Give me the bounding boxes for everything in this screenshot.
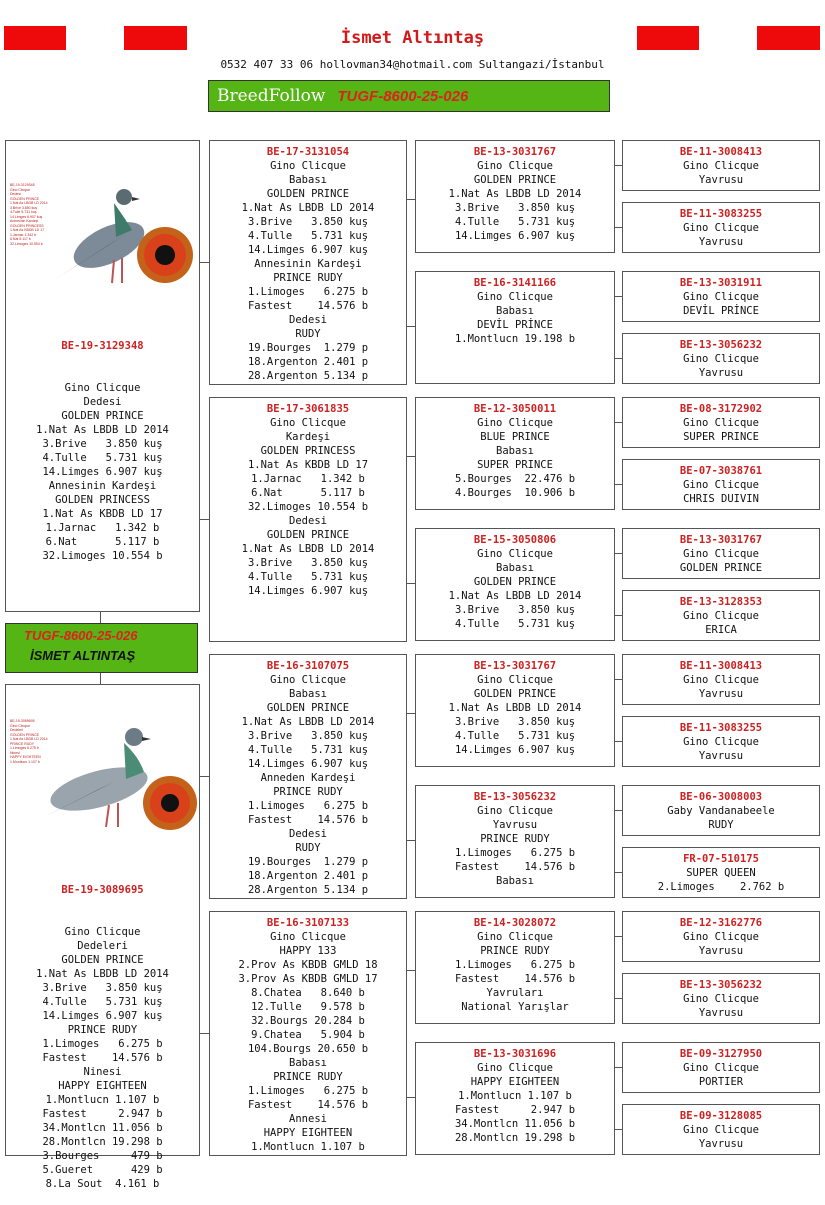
pedigree-line: 3.Brive 3.850 kuş	[247, 216, 369, 228]
pedigree-line: Gino Clicque	[477, 548, 553, 560]
ring-number: BE-11-3083255	[679, 208, 763, 220]
gen4-box	[622, 716, 820, 767]
photo-caption-line: 4.Tulle 5.731 kuş	[10, 210, 37, 214]
pedigree-line: 5.Gueret 429 b	[42, 1164, 163, 1176]
pedigree-line: Gino Clicque	[64, 382, 141, 394]
pedigree-line: Gino Clicque	[683, 479, 759, 491]
father-photo-area	[6, 169, 199, 311]
pedigree-line: 1.Nat As LBDB LD 2014	[36, 424, 169, 436]
pedigree-line: Fastest 14.576 b	[247, 1099, 369, 1111]
pedigree-line: 14.Limges 6.907 kuş	[247, 244, 369, 256]
pedigree-line: 1.Nat As KBDB LD 17	[247, 459, 369, 471]
father-box	[5, 140, 200, 612]
pedigree-line: HAPPY 133	[279, 945, 337, 957]
pedigree-line: 4.Tulle 5.731 kuş	[247, 744, 369, 756]
pedigree-line: 1.Jarnac 1.342 b	[45, 522, 160, 534]
pedigree-line: 3.Prov As KBDB GMLD 17	[238, 973, 378, 985]
gen4-box	[622, 528, 820, 579]
pedigree-line: Gino Clicque	[64, 926, 141, 938]
father-lines	[6, 381, 199, 563]
pedigree-line: RUDY	[295, 842, 321, 854]
pedigree-line: 3.Brive 3.850 kuş	[454, 604, 576, 616]
gen3-box	[415, 1042, 615, 1155]
pedigree-line: GOLDEN PRINCESS	[55, 494, 150, 506]
gen4-box	[622, 202, 820, 253]
pedigree-line: Gino Clicque	[477, 160, 553, 172]
pedigree-line: Ninesi	[83, 1066, 122, 1078]
pedigree-line: SUPER PRINCE	[477, 459, 553, 471]
connector	[407, 1097, 415, 1098]
ring-number: BE-17-3061835	[266, 403, 350, 415]
pedigree-line: Gino Clicque	[683, 736, 759, 748]
pedigree-line: Yavrusu	[698, 236, 744, 248]
photo-caption-line: Gino Clicque	[10, 723, 31, 728]
pedigree-line: BLUE PRINCE	[480, 431, 550, 443]
pedigree-line: GOLDEN PRINCE	[473, 688, 557, 700]
photo-caption-line: 1.Montlucn 1.107 b	[10, 759, 40, 764]
photo-caption-line: GOLDEN PRINCESS	[10, 223, 44, 228]
pedigree-line: 3.Brive 3.850 kuş	[42, 982, 163, 994]
ring-number: BE-12-3162776	[679, 917, 763, 929]
connector	[200, 1033, 209, 1034]
ring-number: BE-16-3141166	[473, 277, 557, 289]
pedigree-line: 3.Brive 3.850 kuş	[454, 716, 576, 728]
pedigree-line: Gino Clicque	[683, 674, 759, 686]
mother-box	[5, 684, 200, 1190]
photo-caption-line: 14.Limges 6.907 kuş	[10, 214, 43, 219]
gen3-box	[415, 528, 615, 641]
connector	[615, 810, 622, 811]
pedigree-line: 1.Nat As LBDB LD 2014	[448, 702, 582, 714]
connector	[615, 936, 622, 937]
ring-number: BE-13-3031911	[679, 277, 763, 289]
connector	[615, 227, 622, 228]
ring-number: BE-11-3083255	[679, 722, 763, 734]
father-ring: BE-19-3129348	[61, 340, 144, 352]
pedigree-line: 1.Limoges 6.275 b	[247, 800, 369, 812]
connector	[407, 713, 415, 714]
pedigree-line: GOLDEN PRINCE	[61, 954, 144, 966]
pedigree-line: Yavruları	[486, 987, 544, 999]
pedigree-line: 3.Brive 3.850 kuş	[247, 730, 369, 742]
pedigree-line: Gino Clicque	[683, 610, 759, 622]
mother-photo-area	[6, 713, 199, 855]
pedigree-line: Yavrusu	[698, 750, 744, 762]
gen4-box	[622, 590, 820, 641]
pedigree-line: GOLDEN PRINCE	[266, 702, 350, 714]
pedigree-line: Gino Clicque	[477, 417, 553, 429]
connector	[407, 199, 415, 200]
gen3-box	[415, 785, 615, 898]
pedigree-line: 5.Bourges 22.476 b	[454, 473, 576, 485]
ring-number: BE-09-3127950	[679, 1048, 763, 1060]
connector	[615, 1067, 622, 1068]
connector	[100, 612, 101, 623]
gen4-box	[622, 459, 820, 510]
pedigree-line: Yavrusu	[698, 688, 744, 700]
connector	[615, 615, 622, 616]
gen3-box	[415, 140, 615, 253]
pedigree-line: 1.Limoges 6.275 b	[247, 286, 369, 298]
pedigree-line: 32.Limoges 10.554 b	[247, 501, 369, 513]
pedigree-line: Babası	[496, 305, 534, 317]
pedigree-line: 14.Limges 6.907 kuş	[454, 744, 576, 756]
ring-number: BE-09-3128085	[679, 1110, 763, 1122]
connector	[407, 840, 415, 841]
pedigree-line: PRINCE RUDY	[480, 833, 550, 845]
photo-caption-line: 6.Nat 5.117 b	[10, 237, 31, 241]
pedigree-line: Gino Clicque	[270, 931, 346, 943]
pedigree-line: 14.Limges 6.907 kuş	[247, 585, 369, 597]
pedigree-line: 8.Chatea 8.640 b	[251, 987, 365, 999]
pedigree-line: Fastest 14.576 b	[247, 814, 369, 826]
pedigree-line: 4.Tulle 5.731 kuş	[454, 216, 576, 228]
gen4-box	[622, 847, 820, 898]
pedigree-line: 3.Brive 3.850 kuş	[42, 438, 163, 450]
pedigree-line: 1.Limoges 6.275 b	[454, 959, 576, 971]
gen3-box	[415, 654, 615, 767]
pedigree-line: 6.Nat 5.117 b	[45, 536, 160, 548]
connector	[615, 422, 622, 423]
connector	[615, 679, 622, 680]
pedigree-line: Yavrusu	[698, 367, 744, 379]
pedigree-line: 9.Chatea 5.904 b	[251, 1029, 365, 1041]
pedigree-line: Annesi	[289, 1113, 327, 1125]
ring-number: BE-16-3107075	[266, 660, 350, 672]
pedigree-line: Babası	[289, 1057, 327, 1069]
pedigree-line: HAPPY EIGHTEEN	[470, 1076, 560, 1088]
pedigree-line: 1.Nat As LBDB LD 2014	[36, 968, 169, 980]
photo-caption-line: 3.Brive 3.850 kuş	[10, 205, 38, 210]
pedigree-line: RUDY	[708, 819, 734, 831]
ring-number: BE-07-3038761	[679, 465, 763, 477]
pedigree-line: 4.Tulle 5.731 kuş	[42, 452, 163, 464]
pedigree-line: 28.Montlcn 19.298 b	[42, 1136, 163, 1148]
mother-ring: BE-19-3089695	[61, 884, 144, 896]
father-pigeon-photo	[14, 175, 200, 293]
pedigree-line: 28.Argenton 5.134 p	[247, 884, 369, 896]
photo-caption-line: 1.Nat As LBDB LD 2014	[10, 737, 48, 741]
pedigree-line: GOLDEN PRINCE	[473, 174, 557, 186]
pedigree-line: Fastest 2.947 b	[454, 1104, 576, 1116]
pedigree-line: PRINCE RUDY	[273, 1071, 343, 1083]
pedigree-line: Babası	[289, 688, 327, 700]
pedigree-line: Gino Clicque	[683, 417, 759, 429]
pedigree-line: Yavrusu	[698, 945, 744, 957]
photo-caption-line: Dedeleri	[10, 728, 24, 732]
gen4-box	[622, 1104, 820, 1155]
pedigree-line: Gino Clicque	[270, 417, 346, 429]
pedigree-line: 3.Bourges 479 b	[42, 1150, 163, 1162]
pedigree-line: Yavrusu	[698, 174, 744, 186]
pedigree-line: Gino Clicque	[683, 160, 759, 172]
pedigree-line: 4.Tulle 5.731 kuş	[454, 730, 576, 742]
pedigree-line: SUPER PRINCE	[683, 431, 759, 443]
ring-number: BE-13-3031767	[679, 534, 763, 546]
pedigree-line: HAPPY EIGHTEEN	[263, 1127, 353, 1139]
pedigree-line: CHRIS DUIVIN	[683, 493, 759, 505]
pedigree-line: Kardeşi	[285, 431, 331, 443]
connector	[200, 262, 209, 263]
pedigree-line: Anneden Kardeşi	[260, 772, 356, 784]
pedigree-line: PRINCE RUDY	[273, 272, 343, 284]
pedigree-line: 14.Limges 6.907 kuş	[42, 1010, 163, 1022]
brand-banner	[208, 80, 610, 112]
pedigree-line: Yavrusu	[698, 1138, 744, 1150]
pedigree-line: 1.Montlucn 1.107 b	[251, 1141, 365, 1153]
pedigree-line: GOLDEN PRINCESS	[260, 445, 356, 457]
connector	[615, 484, 622, 485]
pedigree-line: 6.Nat 5.117 b	[251, 487, 365, 499]
connector	[615, 998, 622, 999]
pedigree-line: 4.Tulle 5.731 kuş	[247, 571, 369, 583]
pedigree-line: 19.Bourges 1.279 p	[247, 342, 369, 354]
gen4-box	[622, 785, 820, 836]
pedigree-line: Gino Clicque	[683, 222, 759, 234]
connector	[407, 970, 415, 971]
pedigree-line: Gino Clicque	[683, 291, 759, 303]
ring-number: BE-13-3056232	[473, 791, 557, 803]
pedigree-line: ERICA	[705, 624, 737, 636]
pedigree-line: Fastest 14.576 b	[454, 973, 576, 985]
pedigree-line: 1.Nat As LBDB LD 2014	[241, 202, 375, 214]
ring-number: BE-16-3107133	[266, 917, 350, 929]
pedigree-line: 2.Limoges 2.762 b	[657, 881, 785, 893]
pedigree-line: 28.Montlcn 19.298 b	[454, 1132, 576, 1144]
pedigree-line: GOLDEN PRINCE	[266, 529, 350, 541]
mother-lines	[6, 925, 199, 1191]
gen2-box	[209, 397, 407, 642]
pedigree-line: Fastest 14.576 b	[42, 1052, 163, 1064]
pedigree-line: Dedeleri	[77, 940, 128, 952]
pedigree-line: 1.Nat As KBDB LD 17	[42, 508, 163, 520]
pedigree-line: 3.Brive 3.850 kuş	[247, 557, 369, 569]
pedigree-line: 1.Montlucn 1.107 b	[458, 1090, 572, 1102]
pedigree-line: DEVİL PRİNCE	[683, 305, 759, 317]
pedigree-line: GOLDEN PRINCE	[61, 410, 144, 422]
pedigree-line: Gaby Vandanabeele	[667, 805, 775, 817]
ring-number: BE-15-3050806	[473, 534, 557, 546]
gen4-box	[622, 973, 820, 1024]
pedigree-line: Gino Clicque	[683, 993, 759, 1005]
ring-number: BE-12-3050011	[473, 403, 557, 415]
pedigree-line: Annesinin Kardeşi	[48, 480, 157, 492]
gen4-box	[622, 911, 820, 962]
pedigree-line: 19.Bourges 1.279 p	[247, 856, 369, 868]
pedigree-line: GOLDEN PRINCE	[266, 188, 350, 200]
gen4-box	[622, 654, 820, 705]
pedigree-line: Gino Clicque	[270, 160, 346, 172]
gen2-box	[209, 911, 407, 1156]
pedigree-line: Annesinin Kardeşi	[254, 258, 362, 270]
pedigree-line: 1.Jarnac 1.342 b	[251, 473, 365, 485]
photo-caption-line: 1.Nat As KBDB LD 17	[10, 228, 45, 232]
pedigree-line: Babası	[496, 562, 534, 574]
pedigree-line: 4.Tulle 5.731 kuş	[42, 996, 163, 1008]
photo-caption-line: GOLDEN PRINCE	[10, 196, 39, 201]
photo-caption-line: BE-19-3129348	[10, 183, 35, 187]
photo-caption-line: 1.Limoges 6.275 b	[10, 746, 39, 750]
connector	[615, 872, 622, 873]
gen4-box	[622, 397, 820, 448]
pedigree-line: Babası	[496, 445, 534, 457]
pedigree-line: National Yarışlar	[461, 1001, 569, 1013]
pedigree-line: Gino Clicque	[477, 1062, 553, 1074]
pedigree-line: 32.Bourgs 20.284 b	[251, 1015, 365, 1027]
pedigree-line: PRINCE RUDY	[67, 1024, 138, 1036]
pedigree-line: DEVİL PRİNCE	[477, 319, 553, 331]
pedigree-line: 1.Nat As LBDB LD 2014	[241, 716, 375, 728]
pedigree-line: Gino Clicque	[683, 1062, 759, 1074]
pedigree-line: 12.Tulle 9.578 b	[251, 1001, 365, 1013]
pedigree-line: Gino Clicque	[683, 548, 759, 560]
pedigree-line: PRINCE RUDY	[480, 945, 550, 957]
pedigree-line: 18.Argenton 2.401 p	[247, 356, 369, 368]
pedigree-line: 1.Nat As LBDB LD 2014	[448, 188, 582, 200]
pedigree-line: Gino Clicque	[270, 674, 346, 686]
photo-caption-line: Ninesi	[10, 750, 20, 755]
pedigree-line: Fastest 2.947 b	[42, 1108, 163, 1120]
pedigree-line: 1.Nat As LBDB LD 2014	[241, 543, 375, 555]
pedigree-line: Gino Clicque	[477, 931, 553, 943]
pedigree-line: 4.Tulle 5.731 kuş	[247, 230, 369, 242]
connector	[615, 1129, 622, 1130]
pedigree-line: Gino Clicque	[477, 674, 553, 686]
brand-code: TUGF-8600-25-026	[337, 87, 469, 105]
ring-number: BE-06-3008003	[679, 791, 763, 803]
gen4-box	[622, 140, 820, 191]
connector	[615, 358, 622, 359]
pedigree-line: 1.Montlucn 1.107 b	[45, 1094, 160, 1106]
photo-caption-line: Dedesi	[10, 192, 21, 196]
pedigree-line: Dedesi	[289, 314, 327, 326]
ring-number: BE-13-3056232	[679, 339, 763, 351]
pedigree-line: Gino Clicque	[683, 1124, 759, 1136]
pedigree-line: GOLDEN PRINCE	[679, 562, 763, 574]
gen2-box	[209, 654, 407, 899]
connector	[615, 296, 622, 297]
pedigree-line: HAPPY EIGHTEEN	[58, 1080, 147, 1092]
photo-caption-line: Annesinin Kardeşi	[10, 219, 39, 223]
pedigree-line: PRINCE RUDY	[273, 786, 343, 798]
pedigree-line: Dedesi	[289, 828, 327, 840]
pedigree-line: Dedesi	[83, 396, 122, 408]
ring-number: BE-13-3128353	[679, 596, 763, 608]
pedigree-line: 14.Limges 6.907 kuş	[247, 758, 369, 770]
connector	[200, 776, 209, 777]
pedigree-line: 4.Tulle 5.731 kuş	[454, 618, 576, 630]
ring-number: BE-13-3031767	[473, 146, 557, 158]
ring-number: BE-17-3131054	[266, 146, 350, 158]
photo-caption-line: 1.Jarnac 1.342 b	[10, 232, 37, 237]
connector	[615, 553, 622, 554]
pedigree-line: Gino Clicque	[683, 931, 759, 943]
photo-caption-line: 1.Nat As LBDB LD 2014	[10, 201, 48, 205]
ring-number: BE-11-3008413	[679, 146, 763, 158]
ring-number: BE-13-3031696	[473, 1048, 557, 1060]
pedigree-line: 1.Montlucn 19.198 b	[454, 333, 576, 345]
connector	[407, 583, 415, 584]
pedigree-line: RUDY	[295, 328, 321, 340]
pedigree-line: Dedesi	[289, 515, 327, 527]
pedigree-line: 1.Limoges 6.275 b	[247, 1085, 369, 1097]
photo-caption-line: GOLDEN PRINCE	[10, 732, 39, 737]
pedigree-line: 14.Limges 6.907 kuş	[454, 230, 576, 242]
pedigree-line: 14.Limges 6.907 kuş	[42, 466, 163, 478]
pedigree-line: 3.Brive 3.850 kuş	[454, 202, 576, 214]
pedigree-line: 1.Nat As LBDB LD 2014	[448, 590, 582, 602]
pedigree-line: 4.Bourges 10.906 b	[454, 487, 576, 499]
photo-caption-line: HAPPY EIGHTEEN	[10, 755, 41, 759]
connector	[407, 456, 415, 457]
gen3-box	[415, 397, 615, 510]
pedigree-line: 104.Bourgs 20.650 b	[247, 1043, 369, 1055]
pedigree-line: Fastest 14.576 b	[454, 861, 576, 873]
pedigree-line: 1.Limoges 6.275 b	[42, 1038, 163, 1050]
photo-caption-line: Gino Clicque	[10, 187, 31, 192]
pedigree-line: 34.Montlcn 11.056 b	[454, 1118, 576, 1130]
pedigree-line: 2.Prov As KBDB GMLD 18	[238, 959, 378, 971]
pedigree-line: Yavrusu	[492, 819, 538, 831]
ring-number: BE-14-3028072	[473, 917, 557, 929]
pedigree-line: PORTIER	[698, 1076, 744, 1088]
pedigree-line: Babası	[289, 174, 327, 186]
owner-banner	[5, 623, 198, 673]
connector	[615, 741, 622, 742]
pedigree-line: 8.La Sout 4.161 b	[45, 1178, 160, 1190]
pedigree-line: 28.Argenton 5.134 p	[247, 370, 369, 382]
pedigree-line: Gino Clicque	[683, 353, 759, 365]
owner-code: TUGF-8600-25-026	[24, 628, 138, 643]
connector	[615, 165, 622, 166]
gen4-box	[622, 271, 820, 322]
ring-number: BE-11-3008413	[679, 660, 763, 672]
photo-caption-line: BE-19-3089695	[10, 719, 35, 723]
page-title: İsmet Altıntaş	[340, 28, 485, 48]
gen2-box	[209, 140, 407, 385]
pedigree-line: Gino Clicque	[477, 805, 553, 817]
brand-name: BreedFollow	[217, 86, 326, 106]
pedigree-line: 18.Argenton 2.401 p	[247, 870, 369, 882]
connector	[407, 326, 415, 327]
ring-number: BE-13-3031767	[473, 660, 557, 672]
pedigree-line: Gino Clicque	[477, 291, 553, 303]
pedigree-line: 1.Limoges 6.275 b	[454, 847, 576, 859]
ring-number: BE-13-3056232	[679, 979, 763, 991]
photo-caption-line: 32.Limoges 10.554 b	[10, 241, 43, 246]
gen4-box	[622, 333, 820, 384]
gen3-box	[415, 271, 615, 384]
ring-number: FR-07-510175	[683, 853, 759, 865]
connector	[200, 519, 209, 520]
contact-line: 0532 407 33 06 hollovman34@hotmail.com Sultangazi/İstanbul	[220, 58, 605, 71]
owner-name: İSMET ALTINTAŞ	[30, 648, 136, 663]
connector	[100, 673, 101, 684]
gen3-box	[415, 911, 615, 1024]
pedigree-line: 32.Limoges 10.554 b	[42, 550, 163, 562]
pedigree-line: Yavrusu	[698, 1007, 744, 1019]
gen4-box	[622, 1042, 820, 1093]
pedigree-line: 34.Montlcn 11.056 b	[42, 1122, 163, 1134]
pedigree-line: Babası	[496, 875, 534, 887]
pedigree-line: GOLDEN PRINCE	[473, 576, 557, 588]
mother-pigeon-photo	[14, 717, 200, 835]
ring-number: BE-08-3172902	[679, 403, 763, 415]
pedigree-line: SUPER QUEEN	[686, 867, 756, 879]
photo-caption-line: PRINCE RUDY	[10, 741, 35, 746]
pedigree-line: Fastest 14.576 b	[247, 300, 369, 312]
